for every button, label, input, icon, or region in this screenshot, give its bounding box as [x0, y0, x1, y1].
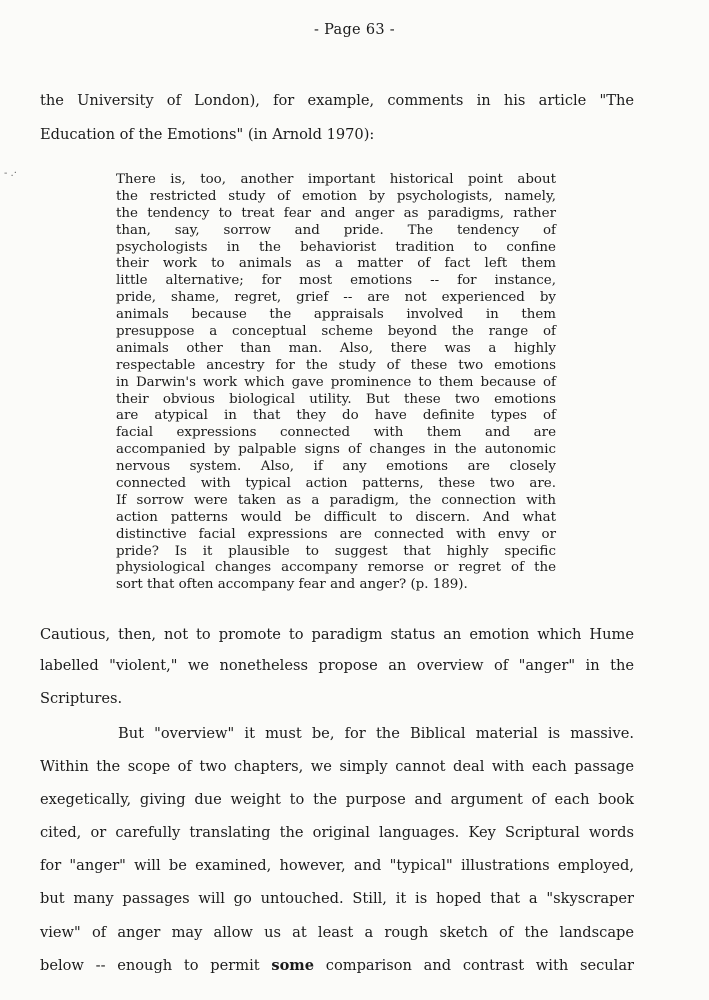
body-line: for "anger" will be examined, however, and "typical" illustrations employed, — [40, 857, 634, 874]
body-line: Cautious, then, not to promote to paradigm status an emotion which Hume — [40, 626, 634, 643]
intro-line: Education of the Emotions" (in Arnold 1970): — [40, 126, 375, 143]
quote-line: animals because the appraisals involved in them — [116, 307, 556, 323]
body-line: cited, or carefully translating the original languages. Key Scriptural words — [40, 824, 634, 841]
body-line: Scriptures. — [40, 690, 123, 707]
quote-line: respectable ancestry for the study of these two emotions — [116, 357, 556, 373]
body-line: view" of anger may allow us at least a rough sketch of the landscape — [40, 924, 634, 941]
quote-line: facial expressions connected with them and are — [116, 425, 556, 441]
quote-line: physiological changes accompany remorse or regret of the — [116, 560, 556, 576]
paragraph-first-line: But "overview" it must be, for the Biblical material is massive. — [118, 725, 634, 742]
final-line-start: below -- enough to permit — [40, 957, 272, 974]
quote-line: the restricted study of emotion by psychologists, namely, — [116, 188, 556, 204]
body-line: labelled "violent," we nonetheless propose an overview of "anger" in the — [40, 657, 634, 674]
quote-line: pride? Is it plausible to suggest that highly specific — [116, 543, 556, 559]
quote-line: presuppose a conceptual scheme beyond the range of — [116, 324, 556, 340]
quote-line: nervous system. Also, if any emotions are closely — [116, 459, 556, 475]
body-line: but many passages will go untouched. Still, it is hoped that a "skyscraper — [40, 890, 634, 907]
quote-line: psychologists in the behaviorist tradition to confine — [116, 239, 556, 255]
body-line: exegetically, giving due weight to the purpose and argument of each book — [40, 791, 634, 808]
quote-line: little alternative; for most emotions -- for instance, — [116, 273, 556, 289]
margin-mark: - .· — [4, 168, 17, 179]
body-line: Within the scope of two chapters, we simply cannot deal with each passage — [40, 758, 634, 775]
quote-line: pride, shame, regret, grief -- are not experienced by — [116, 290, 556, 306]
quote-line: action patterns would be difficult to discern. And what — [116, 509, 556, 525]
intro-line: the University of London), for example, comments in his article "The — [40, 92, 634, 109]
quote-line: their obvious biological utility. But these two emotions — [116, 391, 556, 407]
quote-line: sort that often accompany fear and anger? (p. 189). — [116, 577, 468, 593]
quote-line: If sorrow were taken as a paradigm, the connection with — [116, 492, 556, 508]
quote-line: than, say, sorrow and pride. The tendency of — [116, 222, 556, 238]
quote-line: There is, too, another important historical point about — [116, 172, 556, 187]
quote-line: distinctive facial expressions are connected with envy or — [116, 526, 556, 542]
quote-line: are atypical in that they do have definite types of — [116, 408, 556, 424]
quote-line: the tendency to treat fear and anger as paradigms, rather — [116, 205, 556, 221]
quote-line: in Darwin's work which gave prominence to them because of — [116, 374, 556, 390]
quote-line: animals other than man. Also, there was a highly — [116, 340, 556, 356]
page-number-header: - Page 63 - — [314, 22, 395, 38]
final-line — [40, 956, 634, 976]
block-quote — [116, 172, 556, 594]
final-line-end: comparison and contrast with secular — [314, 957, 634, 974]
quote-line: accompanied by palpable signs of changes in the autonomic — [116, 442, 556, 458]
quote-line: connected with typical action patterns, these two are. — [116, 476, 556, 492]
quote-line: their work to animals as a matter of fact left them — [116, 256, 556, 272]
emphasis-word: some — [271, 957, 315, 974]
